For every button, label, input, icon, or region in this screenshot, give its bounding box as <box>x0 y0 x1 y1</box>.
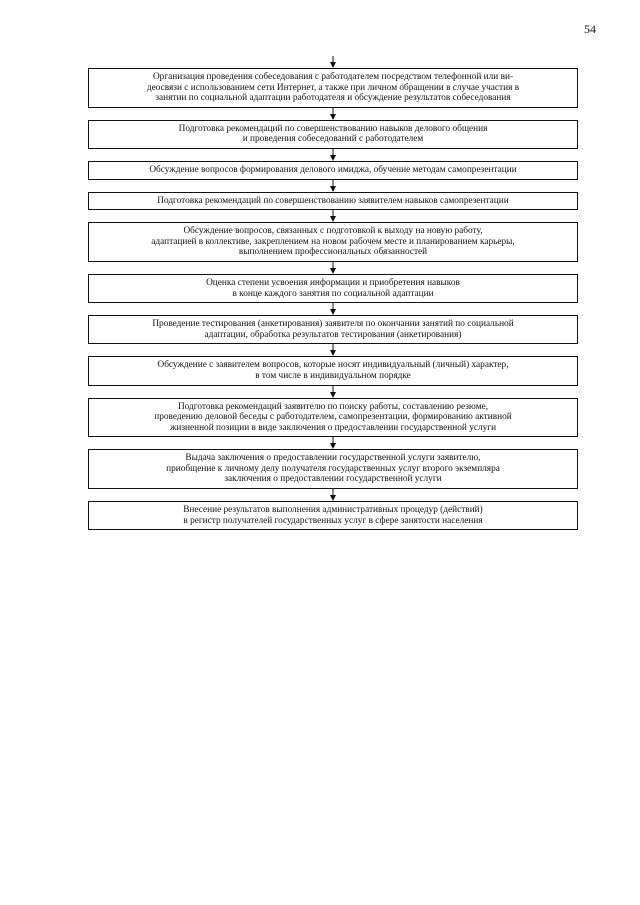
page-number: 54 <box>584 22 596 36</box>
flow-step-text: занятии по социальной адаптации работодателя и обсуждение результатов собеседования <box>155 93 511 104</box>
flow-step-text: жизненной позиции в виде заключения о предоставлении государственной услуги <box>169 422 497 433</box>
flow-step-7 <box>88 315 578 344</box>
flow-step-4 <box>88 192 578 211</box>
flow-arrow <box>88 180 578 192</box>
flow-step-2 <box>88 120 578 149</box>
flow-step-text: Обсуждение с заявителем вопросов, которые носят индивидуальный (личный) характер, <box>157 360 509 371</box>
flow-step-8 <box>88 356 578 385</box>
flow-step-text: Обсуждение вопросов формирования делового имиджа, обучение методам самопрезентации <box>149 164 517 175</box>
flow-arrow <box>88 108 578 120</box>
flow-step-1 <box>88 68 578 108</box>
flow-step-text: Обсуждение вопросов, связанных с подготовкой к выходу на новую работу, <box>183 226 483 237</box>
flow-step-3 <box>88 161 578 180</box>
flow-step-text: Подготовка рекомендаций по совершенствованию навыков делового общения <box>178 123 488 134</box>
flow-step-text: в конце каждого занятия по социальной адаптации <box>232 288 434 299</box>
flow-step-text: проведению деловой беседы с работодателем, самопрезентации, формированию активной <box>154 412 512 423</box>
flow-arrow <box>88 344 578 356</box>
flow-step-text: в том числе в индивидуальном порядке <box>255 370 411 381</box>
flow-step-text: Организация проведения собеседования с работодателем посредством телефонной или ви- <box>152 72 514 82</box>
flow-step-6 <box>88 274 578 303</box>
flow-arrow <box>88 149 578 161</box>
flow-step-text: Проведение тестирования (анкетирования) заявителя по окончании занятий по социальной <box>152 319 514 330</box>
flow-arrow <box>88 489 578 501</box>
flow-step-text: Подготовка рекомендаций по совершенствованию заявителем навыков самопрезентации <box>157 195 509 206</box>
flow-step-text: в регистр получателей государственных услуг в сфере занятости населения <box>183 515 483 526</box>
flow-step-text: деосвязи с использованием сети Интернет, а также при личном обращении в случае участия в <box>146 82 520 93</box>
flow-step-text: Подготовка рекомендаций заявителю по поиску работы, составлению резюме, <box>177 401 489 412</box>
flow-step-text: и проведения собеседований с работодателем <box>242 134 424 145</box>
flow-step-text: выполнением профессиональных обязанностей <box>238 247 428 258</box>
flow-step-text: адаптацией в коллективе, закреплением на новом рабочем месте и планированием карьеры, <box>151 236 515 247</box>
flow-step-10 <box>88 449 578 489</box>
flow-arrow <box>88 437 578 449</box>
flow-arrow <box>88 56 578 68</box>
flow-arrow <box>88 386 578 398</box>
flow-arrow <box>88 262 578 274</box>
flowchart <box>88 56 578 530</box>
flow-step-text: заключения о предоставлении государственной услуги <box>224 474 442 485</box>
flow-step-11 <box>88 501 578 530</box>
flow-step-9 <box>88 398 578 438</box>
flow-arrow <box>88 210 578 222</box>
flow-step-text: Выдача заключения о предоставлении государственной услуги заявителю, <box>185 453 481 464</box>
flow-step-text: Оценка степени усвоения информации и приобретения навыков <box>206 277 460 288</box>
flow-step-text: приобщение к личному делу получателя государственных услуг второго экземпляра <box>166 463 500 474</box>
flow-step-text: Внесение результатов выполнения административных процедур (действий) <box>183 505 483 516</box>
flow-step-5 <box>88 222 578 262</box>
flow-arrow <box>88 303 578 315</box>
flow-step-text: адаптации, обработка результатов тестирования (анкетирования) <box>204 329 462 340</box>
